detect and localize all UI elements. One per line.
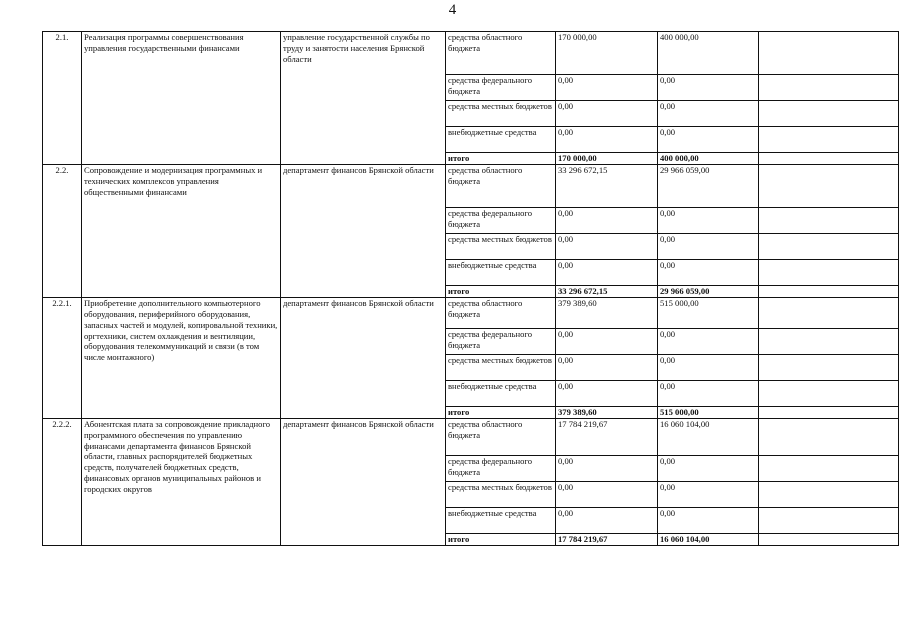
amount-cell-first: 0,00 — [556, 481, 658, 507]
empty-cell — [759, 455, 899, 481]
amount-cell-first: 33 296 672,15 — [556, 164, 658, 207]
funding-source-cell: средства областного бюджета — [446, 164, 556, 207]
empty-cell — [759, 380, 899, 406]
funding-source-cell: средства местных бюджетов — [446, 233, 556, 259]
item-number-cell: 2.1. — [43, 32, 82, 165]
amount-cell-second: 0,00 — [658, 259, 759, 285]
empty-cell — [759, 32, 899, 75]
funding-source-cell: итого — [446, 533, 556, 545]
funding-source-cell: внебюджетные средства — [446, 507, 556, 533]
empty-cell — [759, 164, 899, 207]
amount-cell-second: 0,00 — [658, 75, 759, 101]
amount-cell-first: 0,00 — [556, 259, 658, 285]
amount-cell-first: 33 296 672,15 — [556, 285, 658, 297]
funding-source-cell: средства федерального бюджета — [446, 207, 556, 233]
amount-cell-second: 515 000,00 — [658, 406, 759, 418]
amount-cell-second: 0,00 — [658, 101, 759, 127]
item-executor-cell: департамент финансов Брянской области — [281, 164, 446, 297]
funding-source-cell: средства областного бюджета — [446, 418, 556, 455]
empty-cell — [759, 101, 899, 127]
amount-cell-second: 0,00 — [658, 233, 759, 259]
item-executor-cell: управление государственной службы по труду и занятости населения Брянской области — [281, 32, 446, 165]
amount-cell-first: 170 000,00 — [556, 32, 658, 75]
funding-source-cell: средства областного бюджета — [446, 297, 556, 328]
amount-cell-first: 17 784 219,67 — [556, 533, 658, 545]
amount-cell-second: 29 966 059,00 — [658, 164, 759, 207]
amount-cell-second: 0,00 — [658, 380, 759, 406]
amount-cell-first: 379 389,60 — [556, 297, 658, 328]
empty-cell — [759, 285, 899, 297]
amount-cell-first: 0,00 — [556, 127, 658, 153]
amount-cell-second: 0,00 — [658, 207, 759, 233]
empty-cell — [759, 207, 899, 233]
amount-cell-first: 0,00 — [556, 101, 658, 127]
funding-source-cell: внебюджетные средства — [446, 259, 556, 285]
amount-cell-second: 0,00 — [658, 354, 759, 380]
amount-cell-second: 400 000,00 — [658, 32, 759, 75]
empty-cell — [759, 153, 899, 165]
empty-cell — [759, 418, 899, 455]
amount-cell-second: 0,00 — [658, 455, 759, 481]
item-name-cell: Приобретение дополнительного компьютерного оборудования, периферийного оборудования, запасных частей и модулей, копировальной техники, оргтехники, систем охлаждения и вентиляции, оборудования телекоммуникаций и связи (в том числе монтажного) — [82, 297, 281, 418]
empty-cell — [759, 507, 899, 533]
table-row — [43, 418, 899, 455]
funding-source-cell: внебюджетные средства — [446, 380, 556, 406]
table-row — [43, 164, 899, 207]
amount-cell-second: 29 966 059,00 — [658, 285, 759, 297]
item-name-cell: Реализация программы совершенствования управления государственными финансами — [82, 32, 281, 165]
amount-cell-first: 0,00 — [556, 507, 658, 533]
empty-cell — [759, 354, 899, 380]
page-number: 4 — [448, 2, 457, 18]
empty-cell — [759, 233, 899, 259]
empty-cell — [759, 328, 899, 354]
amount-cell-first: 379 389,60 — [556, 406, 658, 418]
item-executor-cell: департамент финансов Брянской области — [281, 297, 446, 418]
funding-source-cell: средства местных бюджетов — [446, 101, 556, 127]
amount-cell-first: 0,00 — [556, 354, 658, 380]
item-name-cell: Сопровождение и модернизация программных и технических комплексов управления общественными финансами — [82, 164, 281, 297]
amount-cell-first: 0,00 — [556, 455, 658, 481]
funding-source-cell: внебюджетные средства — [446, 127, 556, 153]
amount-cell-first: 0,00 — [556, 207, 658, 233]
empty-cell — [759, 533, 899, 545]
empty-cell — [759, 481, 899, 507]
empty-cell — [759, 297, 899, 328]
amount-cell-second: 0,00 — [658, 481, 759, 507]
empty-cell — [759, 406, 899, 418]
amount-cell-second: 0,00 — [658, 127, 759, 153]
funding-source-cell: средства местных бюджетов — [446, 481, 556, 507]
amount-cell-first: 0,00 — [556, 75, 658, 101]
funding-source-cell: итого — [446, 285, 556, 297]
funding-source-cell: средства федерального бюджета — [446, 455, 556, 481]
empty-cell — [759, 259, 899, 285]
amount-cell-first: 170 000,00 — [556, 153, 658, 165]
item-name-cell: Абонентская плата за сопровождение прикладного программного обеспечения по управлению финансами департамента финансов Брянской области, главных распорядителей бюджетных средств, получателей бюджетных средств, финансовых органов муниципальных районов и городских округов — [82, 418, 281, 545]
funding-source-cell: средства федерального бюджета — [446, 75, 556, 101]
amount-cell-second: 0,00 — [658, 507, 759, 533]
amount-cell-first: 0,00 — [556, 380, 658, 406]
item-number-cell: 2.2.1. — [43, 297, 82, 418]
funding-source-cell: средства федерального бюджета — [446, 328, 556, 354]
item-number-cell: 2.2.2. — [43, 418, 82, 545]
table-row — [43, 297, 899, 328]
amount-cell-second: 0,00 — [658, 328, 759, 354]
amount-cell-second: 400 000,00 — [658, 153, 759, 165]
empty-cell — [759, 127, 899, 153]
budget-table — [42, 31, 899, 546]
funding-source-cell: средства областного бюджета — [446, 32, 556, 75]
amount-cell-first: 17 784 219,67 — [556, 418, 658, 455]
item-number-cell: 2.2. — [43, 164, 82, 297]
amount-cell-second: 16 060 104,00 — [658, 418, 759, 455]
empty-cell — [759, 75, 899, 101]
amount-cell-second: 515 000,00 — [658, 297, 759, 328]
budget-table-body — [43, 32, 899, 546]
item-executor-cell: департамент финансов Брянской области — [281, 418, 446, 545]
funding-source-cell: итого — [446, 406, 556, 418]
funding-source-cell: средства местных бюджетов — [446, 354, 556, 380]
amount-cell-second: 16 060 104,00 — [658, 533, 759, 545]
funding-source-cell: итого — [446, 153, 556, 165]
amount-cell-first: 0,00 — [556, 233, 658, 259]
amount-cell-first: 0,00 — [556, 328, 658, 354]
table-row — [43, 32, 899, 75]
